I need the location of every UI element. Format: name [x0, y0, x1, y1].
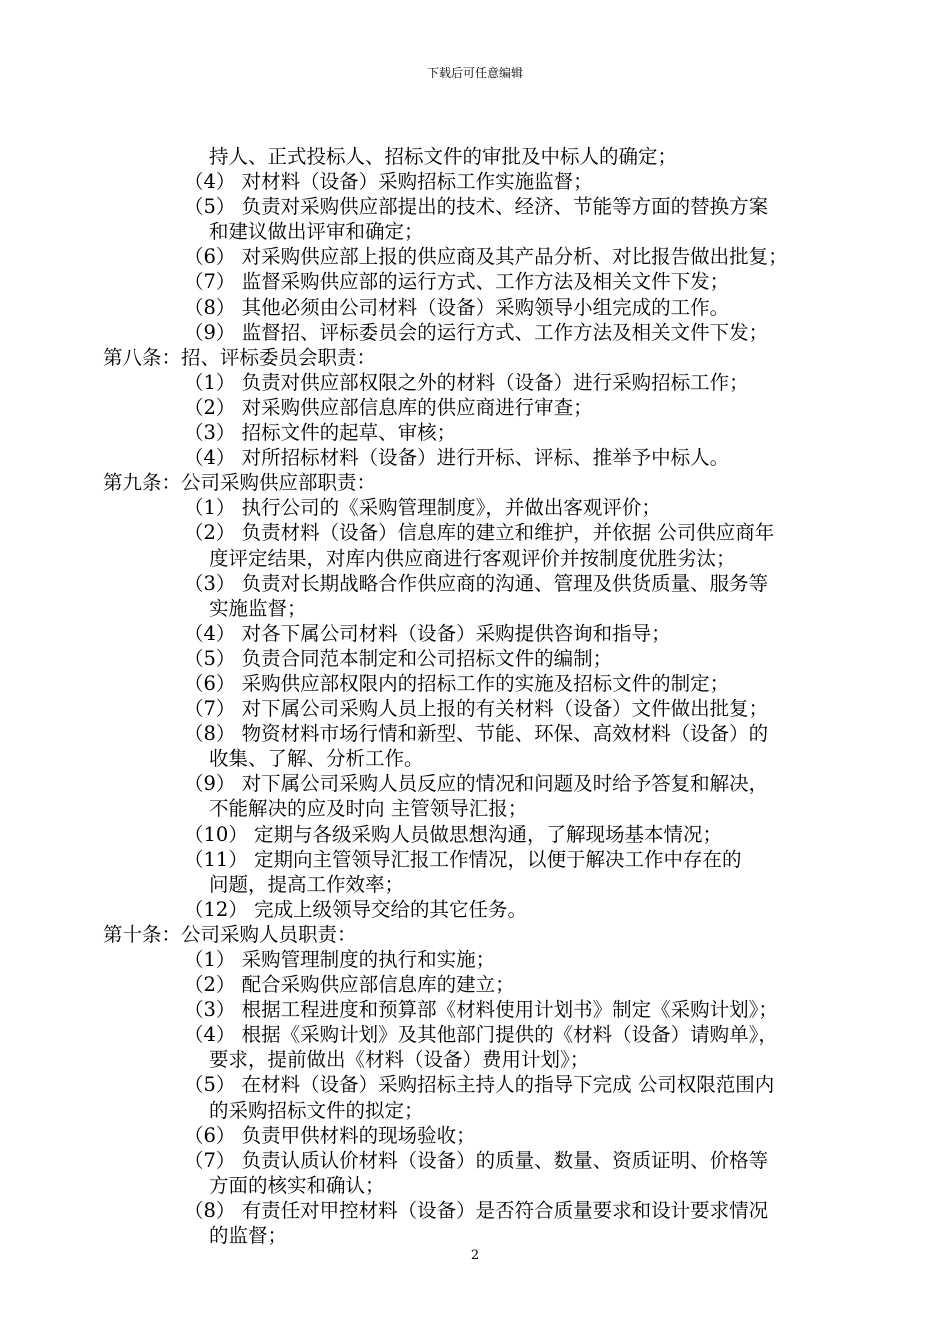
text-line: （4） 对各下属公司材料（设备）采购提供咨询和指导； — [184, 621, 671, 645]
text-line: 度评定结果，对库内供应商进行客观评价并按制度优胜劣汰； — [209, 546, 736, 570]
page-header: 下载后可任意编辑 — [426, 66, 523, 80]
text-line: （1） 采购管理制度的执行和实施； — [184, 948, 496, 971]
text-line: （5） 在材料（设备）采购招标主持人的指导下完成 公司权限范围内 — [184, 1073, 775, 1097]
text-line: 的监督； — [209, 1224, 288, 1248]
text-line: （3） 根据工程进度和预算部《材料使用计划书》制定《采购计划》； — [184, 998, 778, 1022]
text-line: （1） 负责对供应部权限之外的材料（设备）进行采购招标工作； — [184, 370, 749, 394]
text-line: 收集、了解、分析工作。 — [209, 747, 424, 771]
text-line: 持人、正式投标人、招标文件的审批及中标人的确定； — [209, 145, 678, 168]
text-line: （8） 物资材料市场行情和新型、节能、环保、高效材料（设备）的 — [184, 722, 769, 746]
text-line: （2） 对采购供应部信息库的供应商进行审查； — [184, 395, 593, 419]
text-line: 实施监督； — [209, 596, 307, 620]
text-line: （6） 负责甲供材料的现场验收； — [184, 1123, 476, 1147]
text-line: 方面的核实和确认； — [209, 1173, 385, 1197]
text-line: （9） 对下属公司采购人员反应的情况和问题及时给予答复和解决， — [184, 772, 769, 796]
text-line: 和建议做出评审和确定； — [209, 220, 424, 244]
text-line: 第十条：公司采购人员职责： — [103, 922, 357, 946]
text-line: （8） 有责任对甲控材料（设备）是否符合质量要求和设计要求情况 — [184, 1198, 769, 1222]
text-line: （2） 负责材料（设备）信息库的建立和维护，并依据 公司供应商年 — [184, 521, 775, 545]
text-line: （2） 配合采购供应部信息库的建立； — [184, 973, 515, 997]
text-line: 第八条：招、评标委员会职责： — [103, 345, 377, 369]
text-line: （12） 完成上级领导交给的其它任务。 — [184, 897, 528, 921]
page-number: 2 — [470, 1248, 480, 1263]
text-line: （8） 其他必须由公司材料（设备）采购领导小组完成的工作。 — [184, 295, 730, 319]
text-line: （10） 定期与各级采购人员做思想沟通，了解现场基本情况； — [184, 822, 723, 846]
text-line: （5） 负责合同范本制定和公司招标文件的编制； — [184, 646, 613, 670]
text-line: （3） 负责对长期战略合作供应商的沟通、管理及供货质量、服务等 — [184, 571, 769, 595]
text-line: 问题，提高工作效率； — [209, 872, 405, 896]
text-line: （7） 监督采购供应部的运行方式、工作方法及相关文件下发； — [184, 270, 730, 294]
text-line: （3） 招标文件的起草、审核； — [184, 421, 457, 445]
text-line: 要求，提前做出《材料（设备）费用计划》； — [209, 1048, 590, 1072]
text-line: 的采购招标文件的拟定； — [209, 1098, 424, 1122]
text-line: 不能解决的应及时向 主管领导汇报； — [209, 797, 528, 821]
text-line: （7） 对下属公司采购人员上报的有关材料（设备）文件做出批复； — [184, 697, 769, 721]
text-line: （1） 执行公司的《采购管理制度》，并做出客观评价； — [184, 496, 661, 520]
text-line: 第九条：公司采购供应部职责： — [103, 471, 377, 495]
text-line: （7） 负责认质认价材料（设备）的质量、数量、资质证明、价格等 — [184, 1148, 769, 1172]
text-line: （4） 对所招标材料（设备）进行开标、评标、推举予中标人。 — [184, 446, 730, 470]
text-line: （6） 采购供应部权限内的招标工作的实施及招标文件的制定； — [184, 671, 730, 695]
document-body — [103, 144, 863, 1248]
text-line: （11） 定期向主管领导汇报工作情况，以便于解决工作中存在的 — [184, 847, 742, 871]
text-line: （6） 对采购供应部上报的供应商及其产品分析、对比报告做出批复； — [184, 245, 788, 269]
text-line: （4） 对材料（设备）采购招标工作实施监督； — [184, 170, 593, 194]
text-line: （9） 监督招、评标委员会的运行方式、工作方法及相关文件下发； — [184, 320, 769, 344]
text-line: （4） 根据《采购计划》及其他部门提供的《材料（设备）请购单》， — [184, 1023, 778, 1047]
text-line: （5） 负责对采购供应部提出的技术、经济、节能等方面的替换方案 — [184, 195, 769, 219]
